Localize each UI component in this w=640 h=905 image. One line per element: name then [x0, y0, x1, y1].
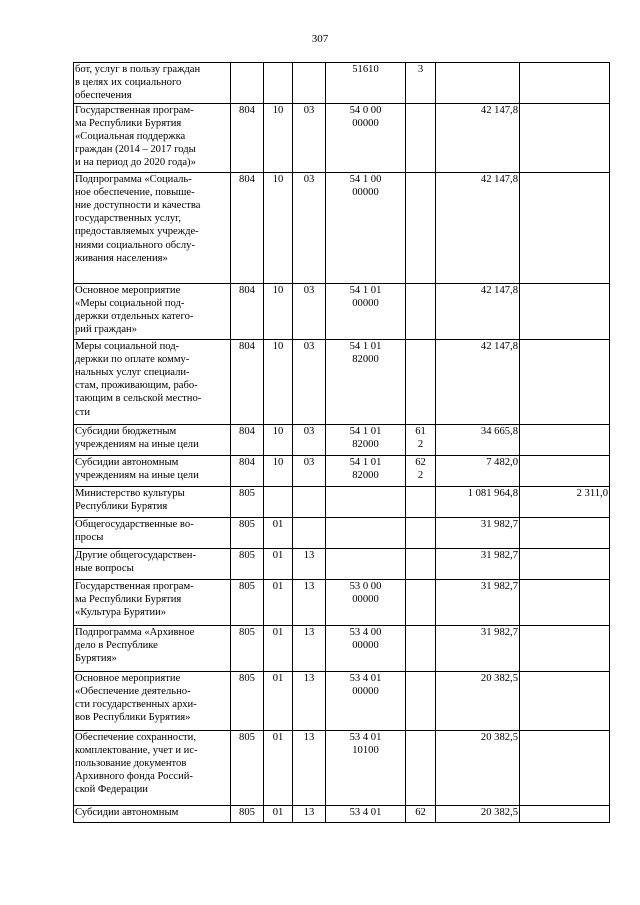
cell-name: Государственная програм- ма Республики Бурятия «Культура Бурятии» [74, 579, 231, 625]
cell-extra-amount [520, 625, 610, 671]
cell-name: Подпрограмма «Социаль- ное обеспечение, повыше- ние доступности и качества государственных услуг, предоставляемых учрежде- ниями социального обслу- живания населения» [74, 172, 231, 283]
cell-section-code: 01 [264, 730, 293, 805]
table-row [74, 625, 610, 671]
cell-extra-amount [520, 548, 610, 579]
cell-ministry-code: 805 [231, 625, 264, 671]
table-row [74, 283, 610, 339]
cell-amount: 20 382,5 [436, 671, 520, 730]
cell-amount: 31 982,7 [436, 625, 520, 671]
cell-section-code: 10 [264, 283, 293, 339]
cell-target-article: 54 1 00 00000 [326, 172, 406, 283]
cell-name: Другие общегосударствен- ные вопросы [74, 548, 231, 579]
cell-subsection-code: 03 [293, 339, 326, 424]
cell-subsection-code: 13 [293, 579, 326, 625]
table-body [74, 63, 610, 823]
cell-amount: 20 382,5 [436, 805, 520, 822]
table-row [74, 517, 610, 548]
cell-section-code: 01 [264, 805, 293, 822]
cell-extra-amount [520, 805, 610, 822]
cell-ministry-code: 804 [231, 283, 264, 339]
cell-section-code: 10 [264, 172, 293, 283]
table-row [74, 103, 610, 172]
cell-subsection-code: 13 [293, 805, 326, 822]
table-row [74, 424, 610, 455]
cell-extra-amount [520, 671, 610, 730]
table-row [74, 671, 610, 730]
cell-ministry-code: 805 [231, 805, 264, 822]
cell-target-article: 53 4 01 00000 [326, 671, 406, 730]
cell-ministry-code: 805 [231, 730, 264, 805]
cell-extra-amount [520, 730, 610, 805]
cell-target-article [326, 548, 406, 579]
cell-section-code: 10 [264, 339, 293, 424]
cell-amount: 42 147,8 [436, 172, 520, 283]
cell-name: Субсидии автономным учреждениям на иные цели [74, 455, 231, 486]
cell-section-code: 10 [264, 103, 293, 172]
cell-subsection-code: 13 [293, 548, 326, 579]
cell-subsection-code: 03 [293, 172, 326, 283]
cell-expense-type: 3 [406, 63, 436, 104]
cell-extra-amount [520, 424, 610, 455]
cell-extra-amount [520, 455, 610, 486]
cell-subsection-code: 03 [293, 103, 326, 172]
cell-target-article: 54 1 01 82000 [326, 455, 406, 486]
cell-section-code: 01 [264, 548, 293, 579]
cell-section-code: 01 [264, 625, 293, 671]
cell-amount: 42 147,8 [436, 283, 520, 339]
cell-name: Министерство культуры Республики Бурятия [74, 486, 231, 517]
cell-extra-amount [520, 339, 610, 424]
table-row [74, 730, 610, 805]
cell-extra-amount [520, 172, 610, 283]
cell-name: Субсидии бюджетным учреждениям на иные цели [74, 424, 231, 455]
table-row [74, 805, 610, 822]
budget-table [73, 62, 610, 823]
cell-subsection-code [293, 517, 326, 548]
cell-subsection-code [293, 63, 326, 104]
cell-extra-amount [520, 63, 610, 104]
table-row [74, 486, 610, 517]
cell-ministry-code: 804 [231, 339, 264, 424]
cell-expense-type: 61 2 [406, 424, 436, 455]
cell-amount: 1 081 964,8 [436, 486, 520, 517]
cell-expense-type [406, 486, 436, 517]
cell-section-code [264, 63, 293, 104]
cell-subsection-code: 03 [293, 455, 326, 486]
cell-ministry-code: 805 [231, 486, 264, 517]
cell-section-code [264, 486, 293, 517]
cell-expense-type [406, 283, 436, 339]
cell-expense-type [406, 548, 436, 579]
table-row [74, 548, 610, 579]
cell-ministry-code [231, 63, 264, 104]
cell-amount: 20 382,5 [436, 730, 520, 805]
cell-target-article: 54 1 01 00000 [326, 283, 406, 339]
cell-amount: 7 482,0 [436, 455, 520, 486]
cell-target-article [326, 486, 406, 517]
cell-expense-type: 62 [406, 805, 436, 822]
cell-target-article: 53 0 00 00000 [326, 579, 406, 625]
cell-target-article: 54 1 01 82000 [326, 424, 406, 455]
cell-target-article: 54 1 01 82000 [326, 339, 406, 424]
cell-ministry-code: 804 [231, 455, 264, 486]
cell-expense-type [406, 172, 436, 283]
cell-subsection-code: 13 [293, 671, 326, 730]
cell-section-code: 01 [264, 517, 293, 548]
cell-name: Подпрограмма «Архивное дело в Республике Бурятия» [74, 625, 231, 671]
cell-target-article: 54 0 00 00000 [326, 103, 406, 172]
cell-ministry-code: 805 [231, 548, 264, 579]
cell-expense-type [406, 517, 436, 548]
cell-ministry-code: 804 [231, 103, 264, 172]
cell-amount [436, 63, 520, 104]
cell-target-article: 53 4 01 [326, 805, 406, 822]
cell-subsection-code: 13 [293, 625, 326, 671]
cell-amount: 31 982,7 [436, 517, 520, 548]
cell-name: Обеспечение сохранности, комплектование, учет и ис- пользование документов Архивного фонда Россий- ской Федерации [74, 730, 231, 805]
cell-ministry-code: 805 [231, 579, 264, 625]
cell-name: Основное мероприятие «Меры социальной под- держки отдельных катего- рий граждан» [74, 283, 231, 339]
cell-ministry-code: 804 [231, 424, 264, 455]
cell-name: Основное мероприятие «Обеспечение деятельно- сти государственных архи- вов Республики Бурятия» [74, 671, 231, 730]
cell-extra-amount [520, 103, 610, 172]
cell-name: Субсидии автономным [74, 805, 231, 822]
cell-ministry-code: 804 [231, 172, 264, 283]
cell-amount: 31 982,7 [436, 579, 520, 625]
cell-amount: 34 665,8 [436, 424, 520, 455]
cell-extra-amount [520, 517, 610, 548]
table-row [74, 63, 610, 104]
cell-target-article: 53 4 00 00000 [326, 625, 406, 671]
cell-extra-amount [520, 283, 610, 339]
cell-subsection-code [293, 486, 326, 517]
cell-subsection-code: 03 [293, 424, 326, 455]
cell-expense-type [406, 339, 436, 424]
cell-amount: 42 147,8 [436, 103, 520, 172]
table-row [74, 455, 610, 486]
cell-name: Меры социальной под- держки по оплате комму- нальных услуг специали- стам, проживающим, рабо- тающим в сельской местно- сти [74, 339, 231, 424]
table-row [74, 339, 610, 424]
table-row [74, 579, 610, 625]
cell-name: бот, услуг в пользу граждан в целях их социального обеспечения [74, 63, 231, 104]
cell-target-article: 53 4 01 10100 [326, 730, 406, 805]
cell-expense-type [406, 579, 436, 625]
cell-name: Общегосударственные во- просы [74, 517, 231, 548]
cell-ministry-code: 805 [231, 671, 264, 730]
cell-target-article [326, 517, 406, 548]
cell-expense-type [406, 671, 436, 730]
cell-target-article: 51610 [326, 63, 406, 104]
cell-section-code: 10 [264, 424, 293, 455]
cell-subsection-code: 03 [293, 283, 326, 339]
cell-amount: 31 982,7 [436, 548, 520, 579]
cell-name: Государственная програм- ма Республики Бурятия «Социальная поддержка граждан (2014 – 2017 годы и на период до 2020 года)» [74, 103, 231, 172]
cell-expense-type: 62 2 [406, 455, 436, 486]
cell-subsection-code: 13 [293, 730, 326, 805]
cell-extra-amount [520, 579, 610, 625]
cell-extra-amount: 2 311,0 [520, 486, 610, 517]
cell-expense-type [406, 103, 436, 172]
cell-ministry-code: 805 [231, 517, 264, 548]
cell-section-code: 10 [264, 455, 293, 486]
cell-section-code: 01 [264, 671, 293, 730]
table-row [74, 172, 610, 283]
cell-expense-type [406, 730, 436, 805]
cell-amount: 42 147,8 [436, 339, 520, 424]
cell-expense-type [406, 625, 436, 671]
cell-section-code: 01 [264, 579, 293, 625]
page-number: 307 [311, 33, 329, 45]
